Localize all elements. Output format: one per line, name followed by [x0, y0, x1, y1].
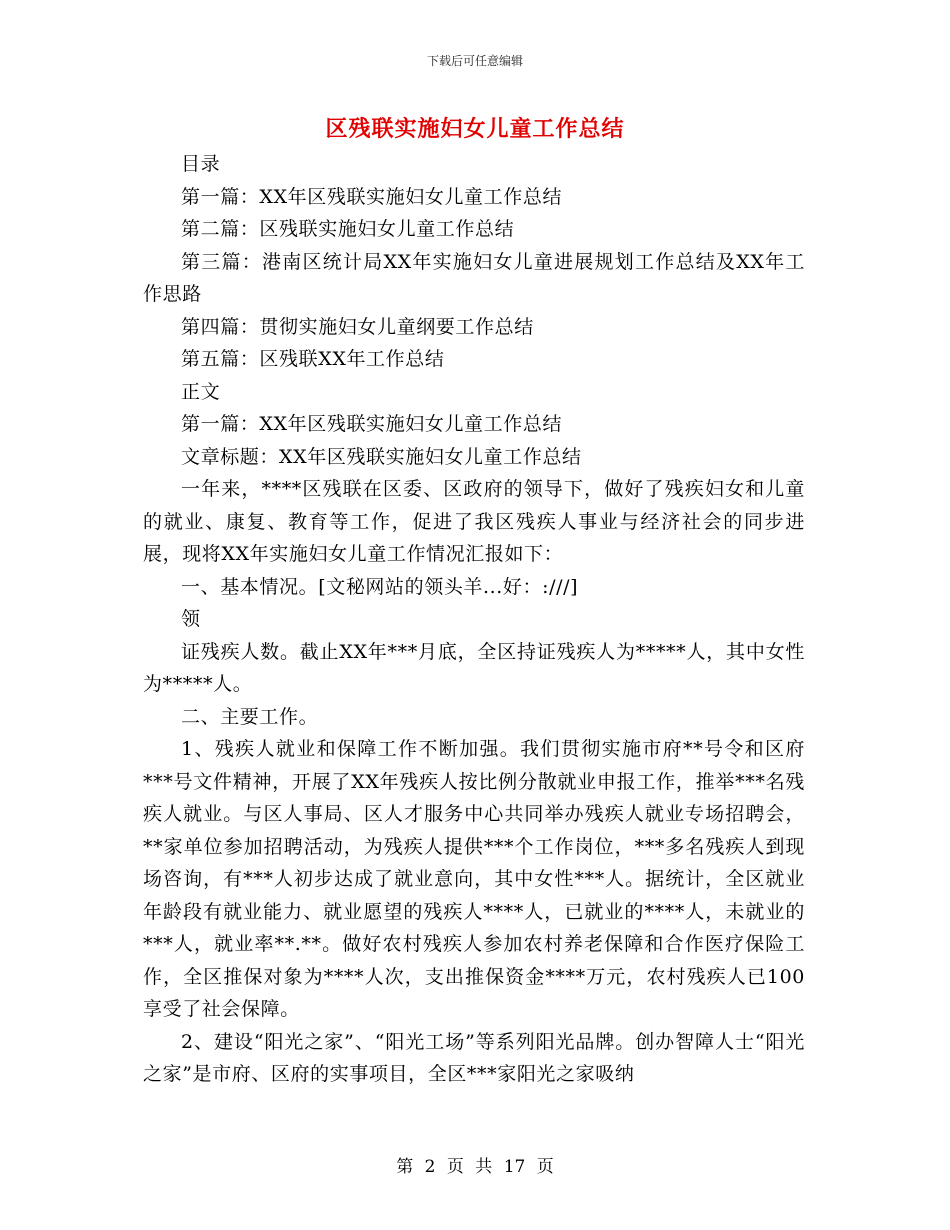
toc-item-5: 第五篇：区残联XX年工作总结 — [181, 348, 445, 370]
toc-item-2: 第二篇：区残联实施妇女儿童工作总结 — [181, 218, 515, 240]
chapter-heading: 第一篇：XX年区残联实施妇女儿童工作总结 — [181, 413, 563, 435]
body-paragraph: 1、残疾人就业和保障工作不断加强。我们贯彻实施市府**号令和区府***号文件精神，开展了XX年残疾人按比例分散就业申报工作，推举***名残疾人就业。与区人事局、区人才服务中心共同举办残疾人就业专场招聘会，**家单位参加招聘活动，为残疾人提供***个工作岗位，***多名残疾人到现场咨询，有***人初步达成了就业意向，其中女性***人。据统计，全区就业年龄段有就业能力、就业愿望的残疾人****人，已就业的****人，未就业的***人，就业率**.**。做好农村残疾人参加农村养老保障和合作医疗保险工作，全区推保对象为****人次，支出推保资金****万元，农村残疾人已100享受了社会保障。 — [143, 738, 805, 1020]
article-title-line: 文章标题：XX年区残联实施妇女儿童工作总结 — [181, 445, 582, 468]
toc-item-4: 第四篇：贯彻实施妇女儿童纲要工作总结 — [181, 315, 534, 338]
toc-item-1: 第一篇：XX年区残联实施妇女儿童工作总结 — [181, 185, 563, 208]
document-body — [143, 148, 805, 1091]
section-heading-main-work: 二、主要工作。 — [181, 705, 319, 728]
toc-item-3: 第三篇：港南区统计局XX年实施妇女儿童进展规划工作总结及XX年工作思路 — [143, 250, 805, 305]
body-paragraph: 证残疾人数。截止XX年***月底，全区持证残疾人为*****人，其中女性为*****人。 — [143, 640, 805, 695]
body-paragraph: 2、建设“阳光之家”、“阳光工场”等系列阳光品牌。创办智障人士“阳光之家”是市府、区府的实事项目，全区***家阳光之家吸纳 — [143, 1030, 805, 1085]
main-text-heading: 正文 — [181, 380, 221, 403]
body-paragraph: 领 — [181, 608, 201, 630]
toc-heading: 目录 — [181, 153, 221, 175]
page-footer: 第 2 页 共 17 页 — [396, 1157, 554, 1177]
section-heading-basic: 一、基本情况。[文秘网站的领头羊...好：:///] — [181, 575, 579, 598]
body-paragraph: 一年来，****区残联在区委、区政府的领导下，做好了残疾妇女和儿童的就业、康复、教育等工作，促进了我区残疾人事业与经济社会的同步进展，现将XX年实施妇女儿童工作情况汇报如下： — [143, 478, 805, 565]
page-header: 下载后可任意编辑 — [426, 54, 523, 68]
document-title: 区残联实施妇女儿童工作总结 — [325, 116, 625, 142]
